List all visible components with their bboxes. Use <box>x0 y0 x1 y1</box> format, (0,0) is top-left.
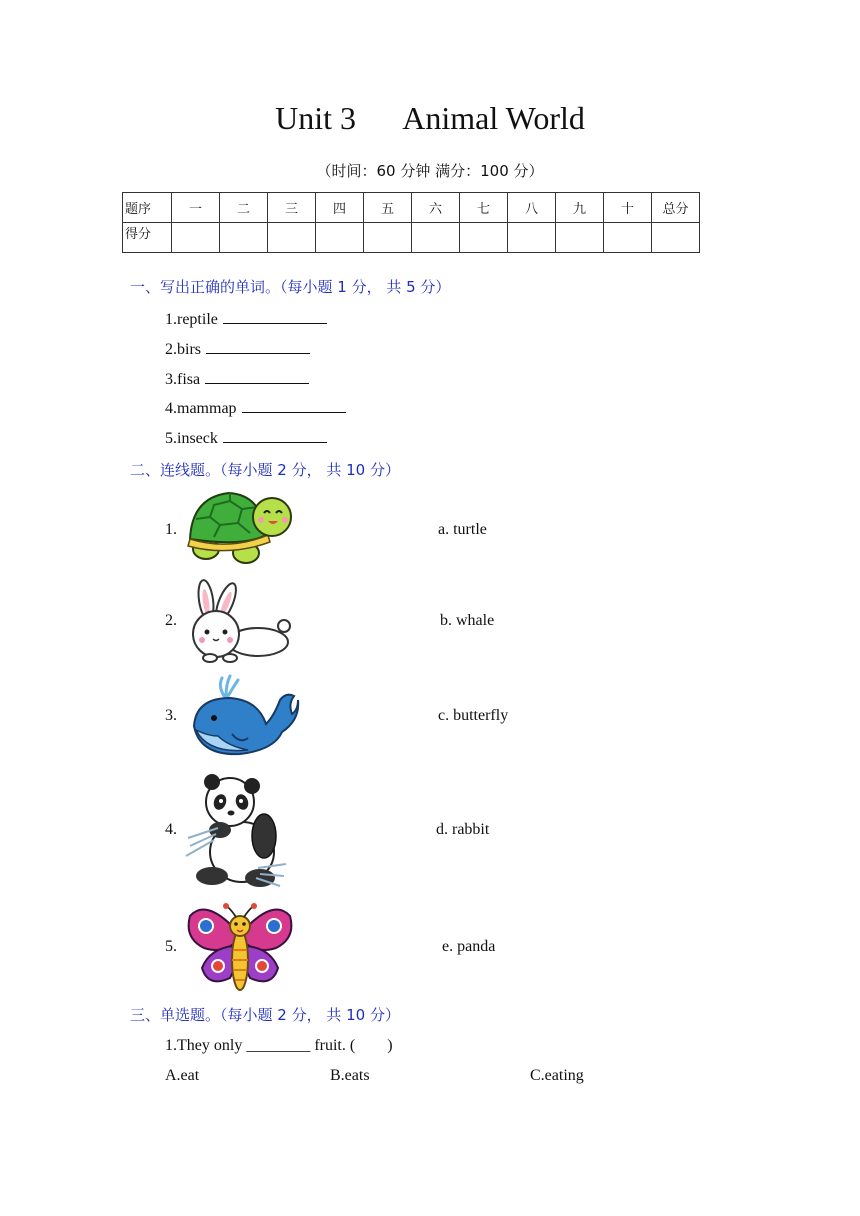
header-cell: 七 <box>460 193 508 223</box>
spelling-item <box>165 309 327 329</box>
spelling-item <box>165 369 309 389</box>
exam-info: （时间：60 分钟 满分：100 分） <box>316 162 544 180</box>
rabbit-picture <box>186 578 296 664</box>
section-heading: 二、连线题。（每小题 2 分， 共 10 分） <box>130 461 400 479</box>
header-cell: 二 <box>220 193 268 223</box>
score-row-label: 得分 <box>123 223 172 253</box>
match-word: d. rabbit <box>436 821 490 838</box>
score-cell[interactable] <box>316 223 364 253</box>
match-word: c. butterfly <box>438 707 509 724</box>
item-text: 1.reptile <box>165 311 218 328</box>
match-word: b. whale <box>440 612 495 629</box>
header-cell: 一 <box>172 193 220 223</box>
item-text: 4.mammap <box>165 400 237 417</box>
panda-picture <box>184 772 288 890</box>
score-cell[interactable] <box>508 223 556 253</box>
header-cell: 题序 <box>123 193 172 223</box>
score-cell[interactable] <box>364 223 412 253</box>
match-number: 3. <box>165 707 177 724</box>
score-cell[interactable] <box>220 223 268 253</box>
header-cell: 八 <box>508 193 556 223</box>
header-cell: 九 <box>556 193 604 223</box>
page-title: Unit 3 Animal World <box>275 100 585 136</box>
answer-blank[interactable] <box>223 428 327 443</box>
item-text: 3.fisa <box>165 371 201 388</box>
header-cell: 四 <box>316 193 364 223</box>
item-text: 5.inseck <box>165 430 218 447</box>
question-text: 1.They only ________ fruit. ( ) <box>165 1037 393 1054</box>
score-cell[interactable] <box>460 223 508 253</box>
answer-blank[interactable] <box>242 398 346 413</box>
header-cell: 三 <box>268 193 316 223</box>
option-c[interactable]: C.eating <box>530 1067 584 1084</box>
score-cell[interactable] <box>652 223 700 253</box>
answer-blank[interactable] <box>206 339 310 354</box>
turtle-picture <box>184 487 294 569</box>
score-table-header-row <box>123 193 700 223</box>
option-a[interactable]: A.eat <box>165 1067 200 1084</box>
score-cell[interactable] <box>412 223 460 253</box>
item-text: 2.birs <box>165 341 201 358</box>
spelling-item <box>165 428 327 448</box>
whale-picture <box>188 670 300 762</box>
answer-blank[interactable] <box>223 309 327 324</box>
score-table <box>122 192 700 253</box>
header-cell: 十 <box>604 193 652 223</box>
spelling-item <box>165 398 346 418</box>
header-cell: 总分 <box>652 193 700 223</box>
spelling-item <box>165 339 310 359</box>
header-cell: 六 <box>412 193 460 223</box>
score-cell[interactable] <box>604 223 652 253</box>
match-word: e. panda <box>442 938 496 955</box>
match-number: 2. <box>165 612 177 629</box>
answer-blank[interactable] <box>205 369 309 384</box>
score-cell[interactable] <box>268 223 316 253</box>
header-cell: 五 <box>364 193 412 223</box>
match-word: a. turtle <box>438 521 487 538</box>
section-heading: 三、单选题。（每小题 2 分， 共 10 分） <box>130 1006 400 1024</box>
option-b[interactable]: B.eats <box>330 1067 370 1084</box>
score-cell[interactable] <box>172 223 220 253</box>
section-heading: 一、写出正确的单词。（每小题 1 分， 共 5 分） <box>130 278 451 296</box>
match-number: 1. <box>165 521 177 538</box>
match-number: 5. <box>165 938 177 955</box>
score-cell[interactable] <box>556 223 604 253</box>
butterfly-picture <box>186 902 294 994</box>
match-number: 4. <box>165 821 177 838</box>
score-table-score-row <box>123 223 700 253</box>
